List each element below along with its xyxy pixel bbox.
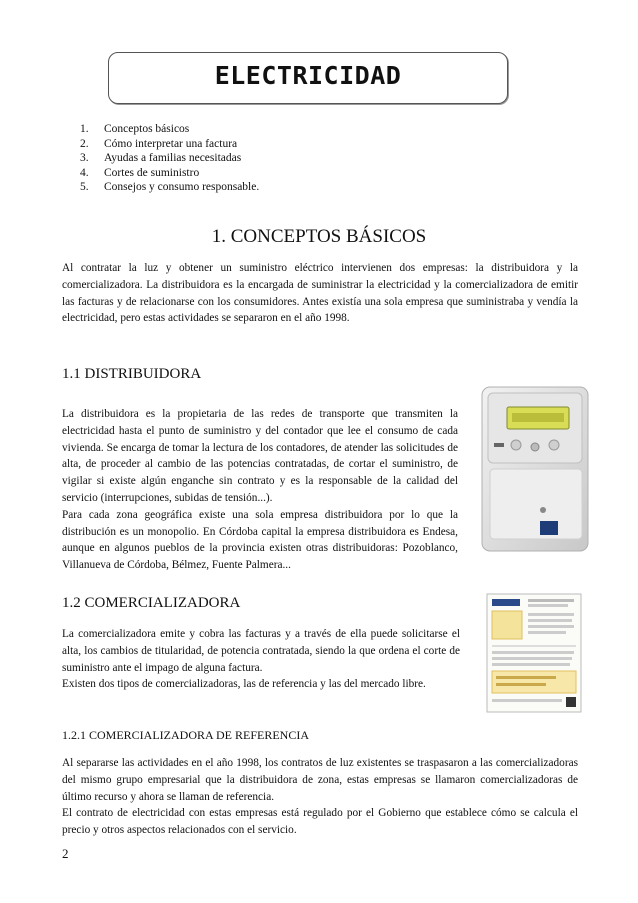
- toc-item[interactable]: 3. Ayudas a familias necesitadas: [80, 152, 242, 165]
- invoice-image: [486, 593, 582, 713]
- section-1-heading: 1. CONCEPTOS BÁSICOS: [211, 226, 427, 247]
- toc-item-label: Conceptos básicos: [104, 123, 190, 135]
- page-number: 2: [62, 846, 69, 861]
- toc-item-label: Ayudas a familias necesitadas: [104, 152, 242, 165]
- section-1-2-1-body: Al separarse las actividades en el año 1998, los contratos de luz existentes se traspasaron a las comercializadoras del mismo grupo empresarial que la distribuidora de zona, estas empresas se llamaron comercializadoras de último recurso y ahora se llaman de referencia. El contrato de electricidad con estas empresas está regulado por el Gobierno que establece cómo se calcula el precio y otros aspectos relacionados con el servicio.: [62, 757, 578, 837]
- section-1-1-body: La distribuidora es la propietaria de las redes de transporte que transmiten la electricidad hasta el punto de suministro y del contador que lee el consumo de cada vivienda. Se encarga de tomar la lectura de los contadores, de atender las solicitudes de alta, de proceder al cambio de las potencias contratadas, de cortar el suministro, de vigilar si existe algún enganche sin contrato y es la responsable de la calidad del servicio (interrupciones, subidas de tensión...). Para cada zona geográfica existe una sola empresa distribuidora por lo que la distribución es un monopolio. En Córdoba capital la empresa distribuidora es Endesa, aunque en algunos pueblos de la provincia existen otras distribuidoras: Pozoblanco, Villanueva de Córdoba, Bélmez, Fuente Palmera...: [62, 408, 458, 572]
- toc-item-label: Cómo interpretar una factura: [104, 137, 238, 150]
- section-1-2-heading: 1.2 COMERCIALIZADORA: [62, 595, 241, 611]
- toc-item[interactable]: 5. Consejos y consumo responsable.: [80, 181, 260, 194]
- section-1-body: Al contratar la luz y obtener un suministro eléctrico intervienen dos empresas: la distribuidora y la comercializadora. La distribuidora es la encargada de suministrar la electricidad y la comercializadora de emitir las facturas y de relacionarse con los consumidores. Antes existía una sola empresa que suministraba y vendía la electricidad, pero estas actividades se separaron en el año 1998.: [62, 262, 578, 325]
- section-1-2-1-heading: 1.2.1 COMERCIALIZADORA DE REFERENCIA: [62, 728, 310, 742]
- section-1-1-heading: 1.1 DISTRIBUIDORA: [62, 366, 202, 382]
- toc-item[interactable]: 2. Cómo interpretar una factura: [80, 137, 238, 150]
- toc-item-label: Consejos y consumo responsable.: [104, 181, 260, 194]
- electricity-meter-image: [480, 385, 590, 553]
- toc-item[interactable]: 1. Conceptos básicos: [80, 123, 190, 135]
- toc-item-label: Cortes de suministro: [104, 166, 200, 179]
- title-box: [108, 52, 508, 104]
- toc-item[interactable]: 4. Cortes de suministro: [80, 166, 200, 179]
- table-of-contents: [62, 122, 259, 195]
- section-1-2-body: La comercializadora emite y cobra las facturas y a través de ella puede solicitarse el alta, los cambios de titularidad, de potencia contratada, siendo la que ordena el corte de suministro ante el impago de alguna factura. Existen dos tipos de comercializadoras, las de referencia y las del mercado libre.: [62, 628, 460, 691]
- document-title: ELECTRICIDAD: [214, 61, 402, 90]
